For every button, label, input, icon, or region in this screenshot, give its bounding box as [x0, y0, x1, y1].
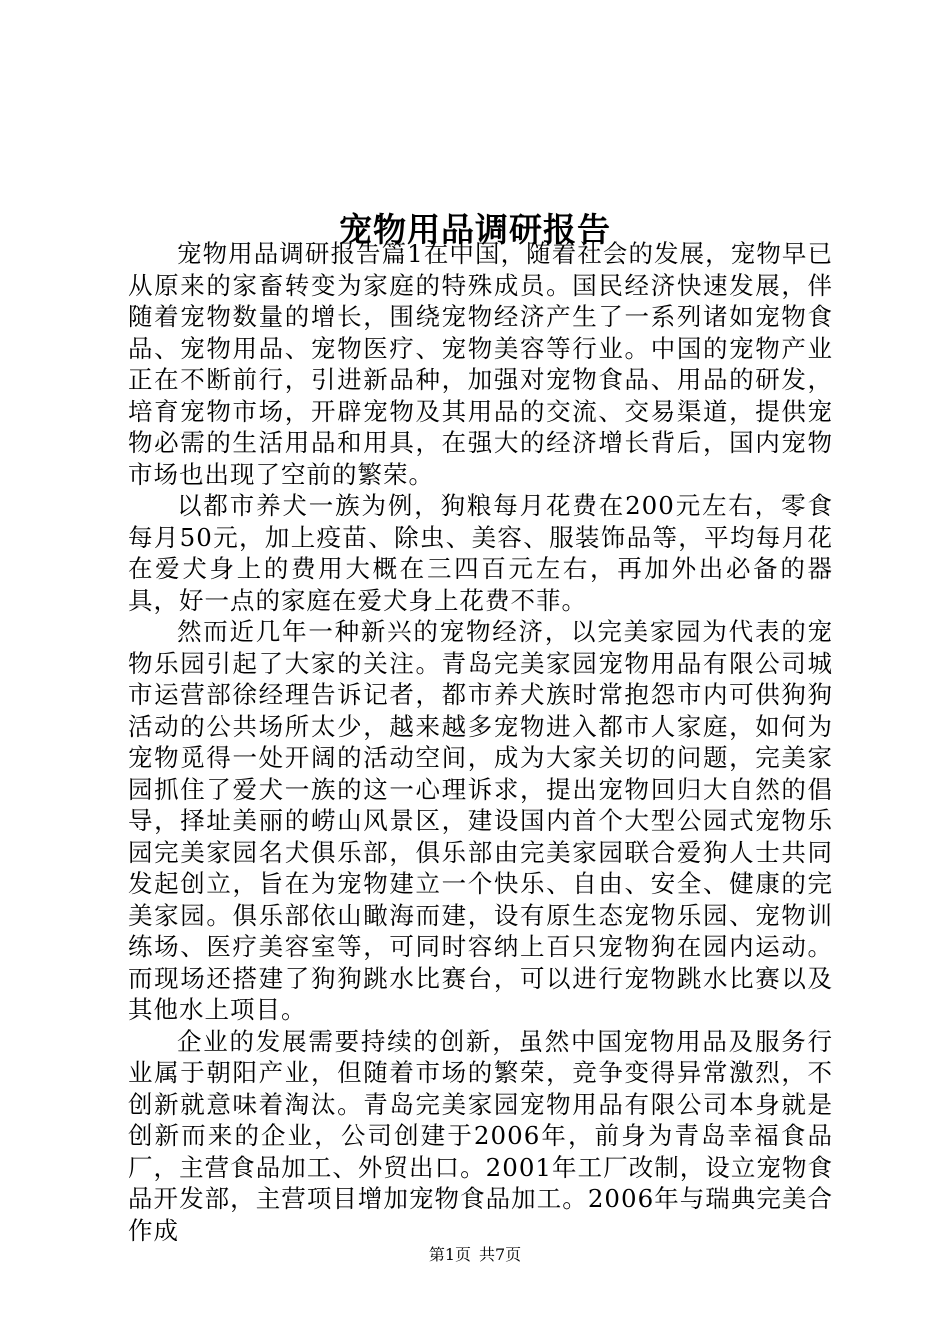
page-number-current: 第1页 — [428, 1245, 471, 1264]
page-footer — [0, 1245, 950, 1265]
paragraph: 宠物用品调研报告篇1在中国，随着社会的发展，宠物早已从原来的家畜转变为家庭的特殊成员。国民经济快速发展，伴随着宠物数量的增长，围绕宠物经济产生了一系列诸如宠物食品、宠物用品、宠物医疗、宠物美容等行业。中国的宠物产业正在不断前行，引进新品种，加强对宠物食品、用品的研发，培育宠物市场，开辟宠物及其用品的交流、交易渠道，提供宠物必需的生活用品和用具，在强大的经济增长背后，国内宠物市场也出现了空前的繁荣。 — [128, 239, 833, 489]
document-body — [128, 238, 833, 1246]
page-number-total: 共7页 — [479, 1245, 522, 1264]
paragraph: 以都市养犬一族为例，狗粮每月花费在200元左右，零食每月50元，加上疫苗、除虫、美容、服装饰品等，平均每月花在爱犬身上的费用大概在三四百元左右，再加外出必备的器具，好一点的家庭在爱犬身上花费不菲。 — [128, 491, 833, 615]
document-title: 宠物用品调研报告 — [339, 210, 611, 250]
paragraph: 企业的发展需要持续的创新，虽然中国宠物用品及服务行业属于朝阳产业，但随着市场的繁荣，竞争变得异常激烈，不创新就意味着淘汰。青岛完美家园宠物用品有限公司本身就是创新而来的企业，公司创建于2006年，前身为青岛幸福食品厂，主营食品加工、外贸出口。2001年工厂改制，设立宠物食品开发部，主营项目增加宠物食品加工。2006年与瑞典完美合作成 — [128, 1026, 833, 1245]
paragraph: 然而近几年一种新兴的宠物经济，以完美家园为代表的宠物乐园引起了大家的关注。青岛完美家园宠物用品有限公司城市运营部徐经理告诉记者，都市养犬族时常抱怨市内可供狗狗活动的公共场所太少，越来越多宠物进入都市人家庭，如何为宠物觅得一处开阔的活动空间，成为大家关切的问题，完美家园抓住了爱犬一族的这一心理诉求，提出宠物回归大自然的倡导，择址美丽的崂山风景区，建设国内首个大型公园式宠物乐园完美家园名犬俱乐部，俱乐部由完美家园联合爱狗人士共同发起创立，旨在为宠物建立一个快乐、自由、安全、健康的完美家园。俱乐部依山瞰海而建，设有原生态宠物乐园、宠物训练场、医疗美容室等，可同时容纳上百只宠物狗在园内运动。而现场还搭建了狗狗跳水比赛台，可以进行宠物跳水比赛以及其他水上项目。 — [128, 617, 833, 1024]
